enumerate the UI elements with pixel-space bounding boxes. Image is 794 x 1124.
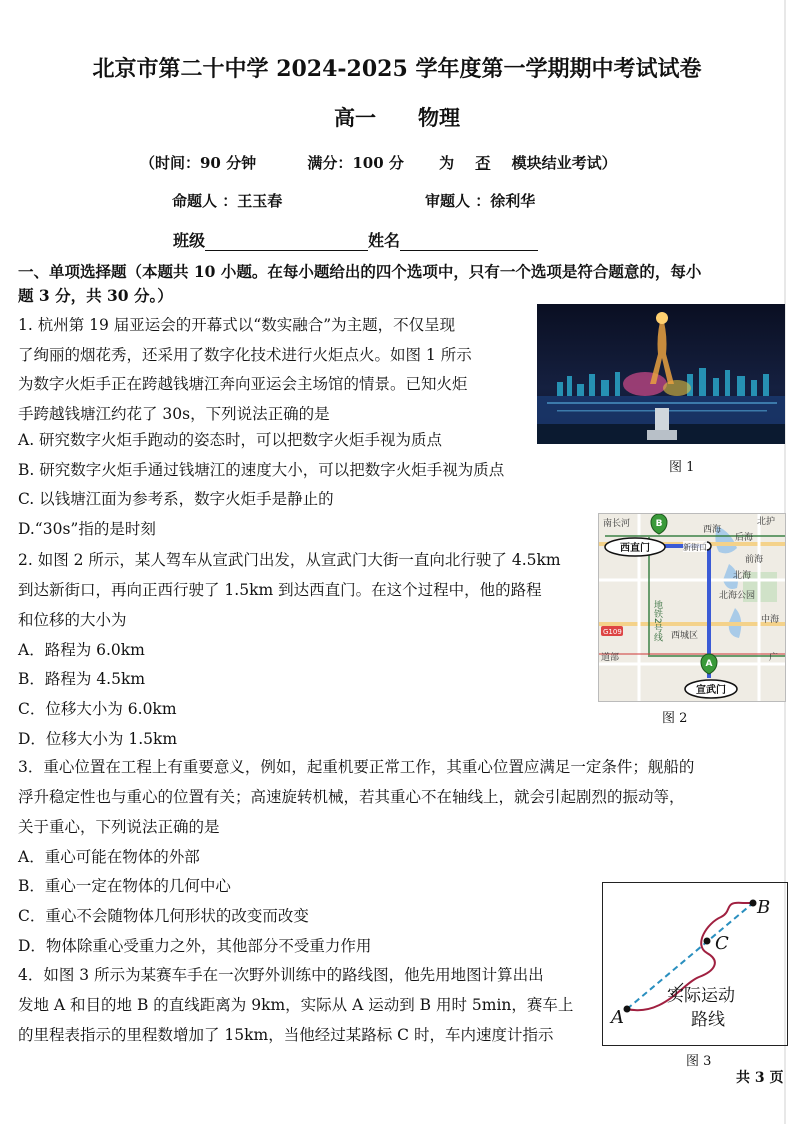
q3-option-d: D．物体除重心受重力之外，其他部分不受重力作用 bbox=[18, 937, 372, 955]
name-label: 姓名 bbox=[368, 231, 401, 250]
page-total: 共 3 页 bbox=[736, 1070, 784, 1086]
fig3-point-a: A bbox=[611, 1007, 624, 1028]
exam-meta bbox=[140, 152, 623, 173]
q1-line: 为数字火炬手正在跨越钱塘江奔向亚运会主场馆的情景。已知火炬 bbox=[18, 375, 468, 393]
q1-line: 1. 杭州第 19 届亚运会的开幕式以“数实融合”为主题，不仅呈现 bbox=[18, 316, 456, 334]
q3-line: 关于重心，下列说法正确的是 bbox=[18, 818, 220, 836]
q2-line: 和位移的大小为 bbox=[18, 611, 127, 629]
q1-option-b: B. 研究数字火炬手通过钱塘江的速度大小，可以把数字火炬手视为质点 bbox=[18, 461, 505, 479]
is-value: 否 bbox=[475, 154, 491, 172]
q3-option-a: A．重心可能在物体的外部 bbox=[18, 848, 200, 866]
q4-line: 的里程表指示的里程数增加了 15km，当他经过某路标 C 时，车内速度计指示 bbox=[18, 1026, 554, 1044]
q1-option-a: A. 研究数字火炬手跑动的姿态时，可以把数字火炬手视为质点 bbox=[18, 431, 443, 449]
time-label: （时间：90 分钟 bbox=[140, 154, 257, 172]
class-name-line bbox=[173, 228, 538, 251]
q2-line: 2. 如图 2 所示，某人驾车从宣武门出发，从宣武门大街一直向北行驶了 4.5km bbox=[18, 551, 561, 569]
figure-2-caption: 图 2 bbox=[662, 711, 688, 726]
map-label-guang: 广 bbox=[769, 653, 779, 663]
map-label-xichengqu: 西城区 bbox=[671, 631, 699, 641]
name-blank[interactable] bbox=[400, 234, 538, 251]
module-label: 模块结业考试） bbox=[511, 154, 617, 172]
map-label-beihai: 北海 bbox=[733, 571, 752, 581]
map-label-xizhimen: 西直门 bbox=[620, 543, 650, 554]
map-label-beiluo: 北护 bbox=[757, 517, 776, 527]
q2-option-a: A．路程为 6.0km bbox=[18, 641, 145, 659]
q2-option-d: D．位移大小为 1.5km bbox=[18, 730, 178, 748]
map-label-zhonghai: 中海 bbox=[761, 615, 780, 625]
exam-subject: 高一 物理 bbox=[334, 105, 460, 130]
q2-line: 到达新街口，再向正西行驶了 1.5km 到达西直门。在这个过程中，他的路程 bbox=[18, 581, 542, 599]
is-label: 为 bbox=[439, 154, 455, 172]
map-marker-a: A bbox=[705, 659, 713, 669]
q2-option-b: B．路程为 4.5km bbox=[18, 670, 146, 688]
map-label-xuanwumen: 宣武门 bbox=[696, 685, 726, 696]
q1-option-d: D.“30s”指的是时刻 bbox=[18, 520, 156, 538]
section-heading-1: 一、单项选择题（本题共 10 小题。在每小题给出的四个选项中，只有一个选项是符合题意的，每小 bbox=[18, 262, 702, 281]
q1-line: 手跨越钱塘江约花了 30s，下列说法正确的是 bbox=[18, 405, 330, 423]
q3-line: 3．重心位置在工程上有重要意义，例如，起重机要正常工作，其重心位置应满足一定条件；舰船的 bbox=[18, 758, 695, 776]
figure-1-caption: 图 1 bbox=[669, 460, 695, 475]
q3-option-b: B．重心一定在物体的几何中心 bbox=[18, 877, 231, 895]
map-label-daolu: 道部 bbox=[601, 653, 620, 663]
q4-line: 4．如图 3 所示为某赛车手在一次野外训练中的路线图，他先用地图计算出出 bbox=[18, 966, 544, 984]
author-label: 命题人 ：王玉春 bbox=[172, 192, 283, 210]
map-label-xihai: 西海 bbox=[703, 525, 722, 535]
section-heading-2: 题 3 分，共 30 分。） bbox=[18, 286, 173, 305]
map-marker-b: B bbox=[655, 519, 663, 529]
fig3-point-c: C bbox=[715, 933, 729, 954]
map-label-g109: G109 bbox=[603, 628, 622, 636]
q1-option-c: C. 以钱塘江面为参考系，数字火炬手是静止的 bbox=[18, 490, 334, 508]
figure-1-photo bbox=[537, 304, 785, 444]
map-label-qianhai: 前海 bbox=[745, 555, 764, 565]
map-label-beihaipark: 北海公园 bbox=[719, 591, 756, 601]
fig3-point-b: B bbox=[757, 897, 771, 918]
q3-option-c: C．重心不会随物体几何形状的改变而改变 bbox=[18, 907, 309, 925]
reviewer-label: 审题人 ：徐利华 bbox=[425, 192, 536, 210]
score-label: 满分：100 分 bbox=[307, 154, 404, 172]
q1-line: 了绚丽的烟花秀，还采用了数字化技术进行火炬点火。如图 1 所示 bbox=[18, 346, 472, 364]
q2-option-c: C．位移大小为 6.0km bbox=[18, 700, 177, 718]
map-label-subway: 地铁2号线 bbox=[652, 600, 662, 642]
class-blank[interactable] bbox=[205, 234, 368, 251]
exam-title: 北京市第二十中学 2024-2025 学年度第一学期期中考试试卷 bbox=[92, 56, 702, 82]
figure-3-caption: 图 3 bbox=[686, 1054, 712, 1069]
fig3-path-label-1: 实际运动 bbox=[667, 986, 735, 1006]
q4-line: 发地 A 和目的地 B 的直线距离为 9km，实际从 A 运动到 B 用时 5min，赛车上 bbox=[18, 996, 574, 1014]
map-label-houhai: 后海 bbox=[735, 533, 754, 543]
map-label-xinjiekou: 新街口 bbox=[683, 543, 707, 552]
figure-2-map bbox=[598, 513, 786, 702]
q3-line: 浮升稳定性也与重心的位置有关；高速旋转机械，若其重心不在轴线上，就会引起剧烈的振动等， bbox=[18, 788, 685, 806]
figure-3-route-diagram bbox=[602, 882, 788, 1046]
class-label: 班级 bbox=[173, 231, 206, 250]
fig3-path-label-2: 路线 bbox=[691, 1010, 725, 1030]
map-label-nanchangjie: 南长河 bbox=[603, 519, 631, 529]
